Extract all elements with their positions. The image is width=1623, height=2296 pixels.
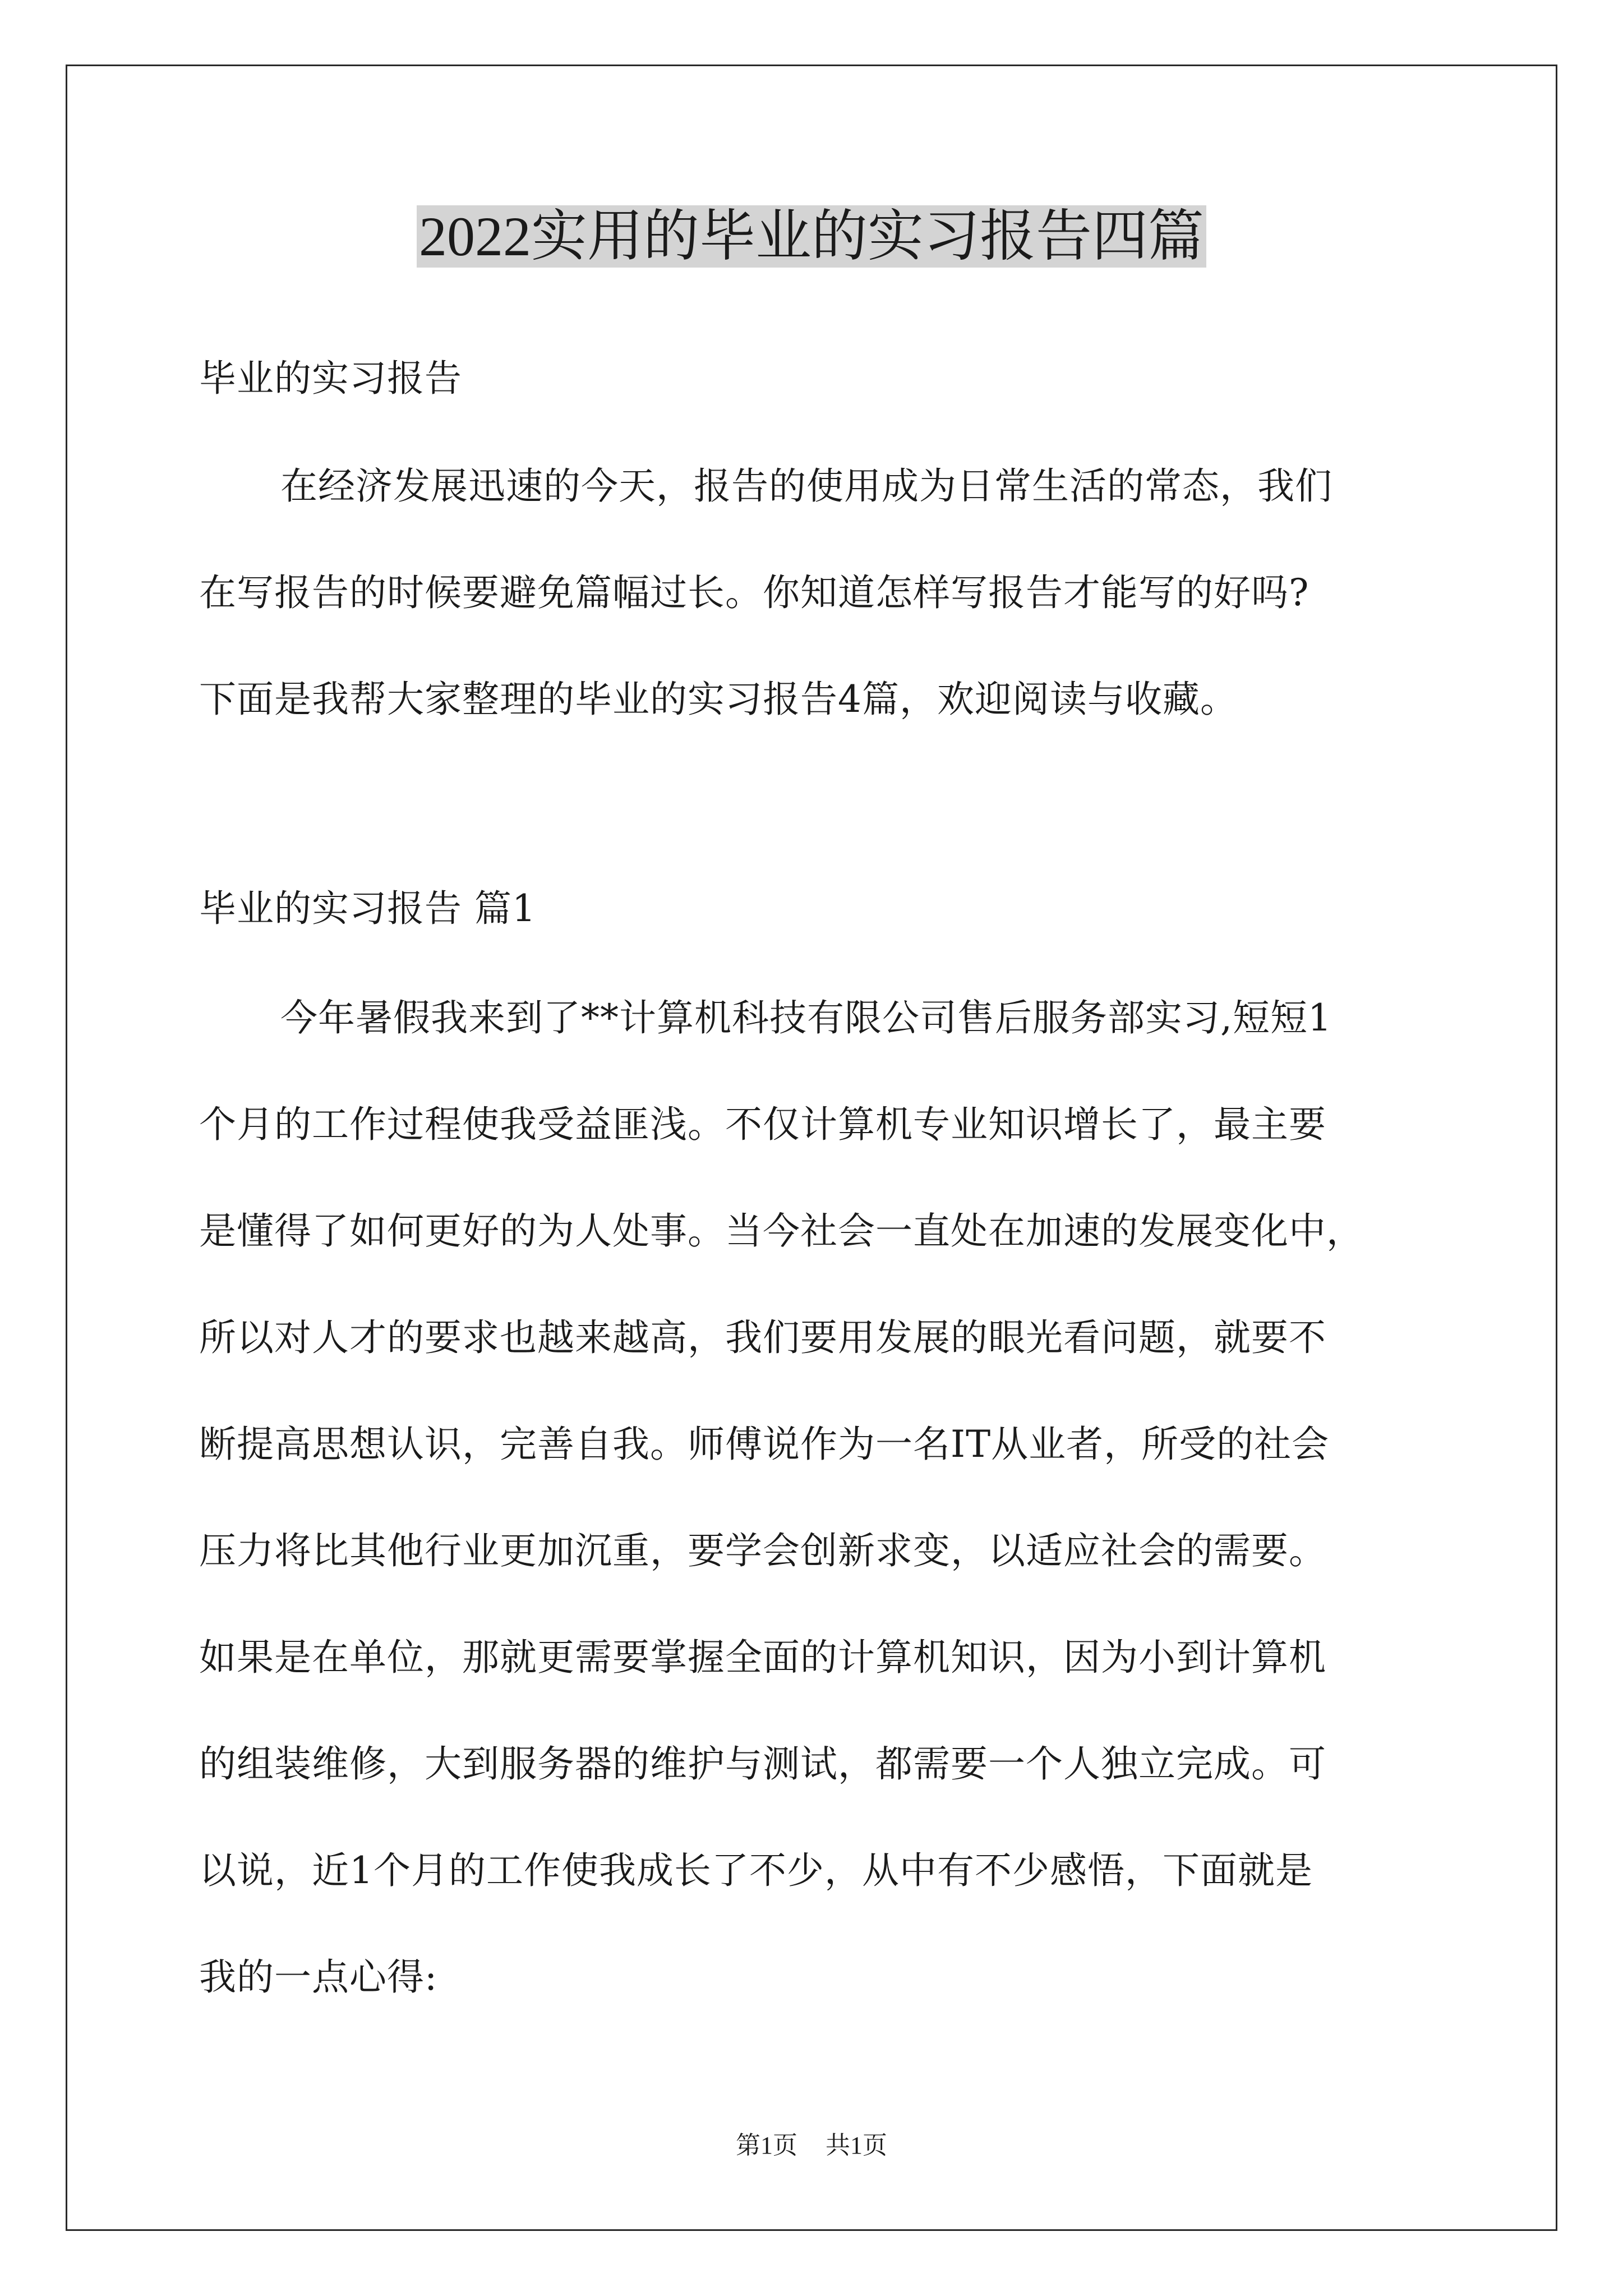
body-line: 今年暑假我来到了**计算机科技有限公司售后服务部实习,短短1: [280, 996, 1332, 1039]
page-total: 共1页: [826, 2132, 887, 2159]
section-heading: 毕业的实习报告: [199, 357, 462, 400]
part-heading: 毕业的实习报告 篇1: [199, 887, 536, 930]
body-line: 压力将比其他行业更加沉重，要学会创新求变，以适应社会的需要。: [199, 1529, 1326, 1572]
body-line: 所以对人才的要求也越来越高，我们要用发展的眼光看问题，就要不: [199, 1316, 1326, 1359]
page-footer: [0, 2129, 1623, 2162]
document-title: [0, 197, 1623, 276]
intro-paragraph: [199, 433, 1433, 753]
page-number: 第1页: [736, 2132, 797, 2159]
body-line: 的组装维修，大到服务器的维护与测试，都需要一个人独立完成。可: [199, 1742, 1326, 1786]
body-line: 是懂得了如何更好的为人处事。当今社会一直处在加速的发展变化中，: [199, 1209, 1364, 1253]
body-paragraph: [199, 965, 1433, 2031]
document-title-text: 2022实用的毕业的实习报告四篇: [417, 205, 1206, 268]
intro-line: 在经济发展迅速的今天，报告的使用成为日常生活的常态，我们: [280, 464, 1332, 508]
body-line: 如果是在单位，那就更需要掌握全面的计算机知识，因为小到计算机: [199, 1636, 1326, 1679]
intro-line: 在写报告的时候要避免篇幅过长。你知道怎样写报告才能写的好吗?: [199, 571, 1310, 614]
intro-line: 下面是我帮大家整理的毕业的实习报告4篇，欢迎阅读与收藏。: [199, 678, 1238, 721]
body-line: 断提高思想认识，完善自我。师傅说作为一名IT从业者，所受的社会: [199, 1423, 1330, 1466]
body-line: 个月的工作过程使我受益匪浅。不仅计算机专业知识增长了，最主要: [199, 1103, 1326, 1146]
body-line: 我的一点心得:: [199, 1955, 438, 1999]
body-line: 以说，近1个月的工作使我成长了不少，从中有不少感悟，下面就是: [199, 1849, 1313, 1892]
